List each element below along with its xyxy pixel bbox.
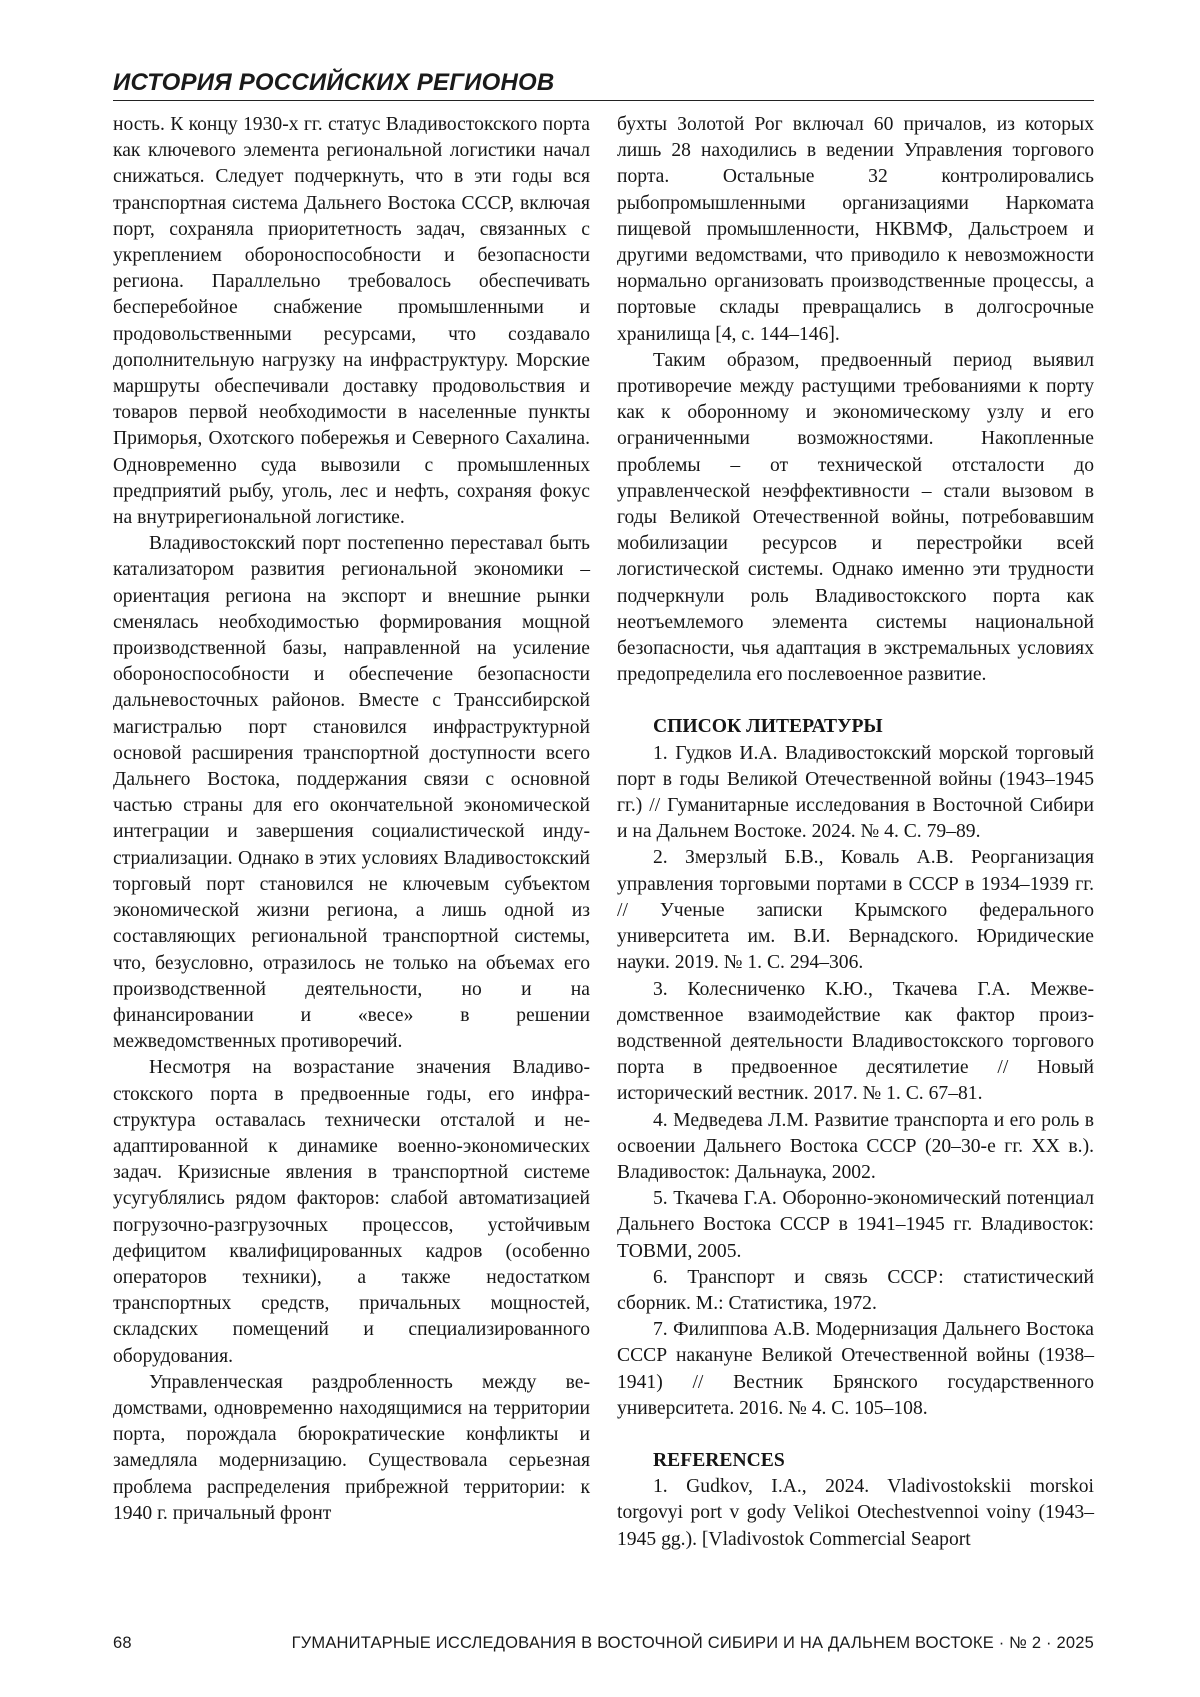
literature-item: 3. Колесниченко К.Ю., Ткачева Г.А. Межведомственное взаимодействие как фактор производственной деятельности Владивостокского торгового порта в предвоенное десятилетие // Новый исторический вестник. 2017. № 1. С. 67–81.	[617, 978, 1094, 1105]
left-paragraph-2: Владивостокский порт постепенно переставал быть катализатором развития региональной экономики – ориентация региона на экспорт и внешние рынки сменялась необходимостью формирования мощной производственной базы, направленной на усиление обороноспособности и обеспечение безопасности дальневосточных районов. Вместе с Транссибирской магистралью порт становился инфраструктурной основой расширения транспортной доступности всего Дальнего Востока, поддержания связи с основной частью страны для его окончательной экономической интеграции и завершения социалистической индустриализации. Однако в этих условиях Владивостокский торговый порт становился не ключевым субъектом экономической жизни региона, а лишь одной из составляющих региональной транспортной системы, что, безусловно, отразилось не только на объемах его производственной деятельности, но и на финансировании и «весе» в решении межведомственных противоречий.	[113, 533, 590, 1053]
journal-name: ГУМАНИТАРНЫЕ ИССЛЕДОВАНИЯ В ВОСТОЧНОЙ СИБИРИ И НА ДАЛЬНЕМ ВОСТОКЕ · № 2 · 2025	[291, 1634, 1094, 1652]
spacer	[617, 1422, 1094, 1448]
literature-heading: СПИСОК ЛИТЕРАТУРЫ	[653, 716, 883, 738]
references-heading: REFERENCES	[653, 1449, 785, 1471]
literature-item: 5. Ткачева Г.А. Оборонно-экономический потенциал Дальнего Востока СССР в 1941–1945 гг. Владивосток: ТОВМИ, 2005.	[617, 1188, 1094, 1262]
literature-item: 1. Гудков И.А. Владивостокский морской торговый порт в годы Великой Отечественной войны (1943–1945 гг.) // Гуманитарные исследования в Восточной Сибири и на Дальнем Востоке. 2024. № 4. С. 79–89.	[617, 742, 1094, 843]
literature-item: 4. Медведева Л.М. Развитие транспорта и его роль в освоении Дальнего Востока СССР (20–30-е гг. XX в.). Владивосток: Дальнаука, 2002.	[617, 1109, 1094, 1183]
page-number: 68	[113, 1634, 132, 1652]
right-paragraph-2: Таким образом, предвоенный период выявил противоречие между растущими требованиями к порту как к оборонному и экономическому узлу и его ограниченными возможностями. Накопленные проблемы – от технической отсталости до управленческой неэффективности – стали вызовом в годы Великой Отечественной войны, потребовавшим мобилизации ресурсов и перестройки всей логистической системы. Однако именно эти трудности подчеркнули роль Владивостокского порта как неотъемлемого элемента системы национальной безопасности, чья адаптация в экстремальных условиях предопределила его послевоенное развитие.	[617, 349, 1094, 686]
running-header	[113, 68, 1094, 101]
right-paragraph-1: бухты Золотой Рог включал 60 причалов, из которых лишь 28 находились в ведении Управления торгового порта. Остальные 32 контролировались рыбопромышленными организациями Наркомата пищевой промышленности, НКВМФ, Дальстроем и другими ведомствами, что приводило к невозможности нормально организовать производственные процессы, а портовые склады превращались в долгосрочные хранилища [4, с. 144–146].	[617, 114, 1094, 345]
left-paragraph-1: ность. К концу 1930-х гг. статус Владивостокского порта как ключевого элемента региональной логистики начал снижаться. Следует подчеркнуть, что в эти годы вся транспортная система Дальнего Востока СССР, включая порт, сохраняла приоритетность задач, связанных с укреплением обороноспособности и безопасности региона. Параллельно требовалось обеспечивать бесперебойное снабжение промышленными и продовольственными ресурсами, что создавало дополнительную нагрузку на инфраструктуру. Морские маршруты обеспечивали доставку продовольствия и товаров первой необходимости в населенные пункты Приморья, Охотского побережья и Северного Сахалина. Одновременно суда вывозили с промышленных предприятий рыбу, уголь, лес и нефть, сохраняя фокус на внутрирегиональной логистике.	[113, 114, 590, 529]
left-column	[113, 112, 590, 1527]
left-paragraph-3: Несмотря на возрастание значения Владивостокского порта в предвоенные годы, его инфраструктура оставалась технически отсталой и неадаптированной к динамике военно-экономических задач. Кризисные явления в транспортной системе усугублялись рядом факторов: слабой автоматизацией погрузочно-разгрузочных процессов, устойчивым дефицитом квалифицированных кадров (особенно операторов техники), а также недостатком транспортных средств, причальных мощностей, складских помещений и специализированного оборудования.	[113, 1057, 590, 1367]
reference-item: 1. Gudkov, I.A., 2024. Vladivostokskii morskoi torgovyi port v gody Velikoi Otechestvennoi voiny (1943–1945 gg.). [Vladivostok Commercial Seaport	[617, 1476, 1094, 1550]
left-paragraph-4: Управленческая раздробленность между ведомствами, одновременно находящимися на территории порта, порождала бюрократические конфликты и замедляла модернизацию. Существовала серьезная проблема распределения прибрежной территории: к 1940 г. причальный фронт	[113, 1371, 590, 1524]
literature-item: 7. Филиппова А.В. Модернизация Дальнего Востока СССР накануне Великой Отечественной войны (1938–1941) // Вестник Брянского государственного университета. 2016. № 4. С. 105–108.	[617, 1319, 1094, 1419]
literature-item: 2. Змерзлый Б.В., Коваль А.В. Реорганизация управления торговыми портами в СССР в 1934–1939 гг. // Ученые записки Крымского федерального университета им. В.И. Вернадского. Юридические науки. 2019. № 1. С. 294–306.	[617, 847, 1094, 974]
spacer	[617, 688, 1094, 714]
running-footer	[113, 1634, 1094, 1653]
literature-item: 6. Транспорт и связь СССР: статистический сборник. М.: Статистика, 1972.	[617, 1266, 1094, 1314]
header-rule	[113, 100, 1094, 101]
right-column	[617, 112, 1094, 1553]
section-title: ИСТОРИЯ РОССИЙСКИХ РЕГИОНОВ	[113, 69, 555, 96]
